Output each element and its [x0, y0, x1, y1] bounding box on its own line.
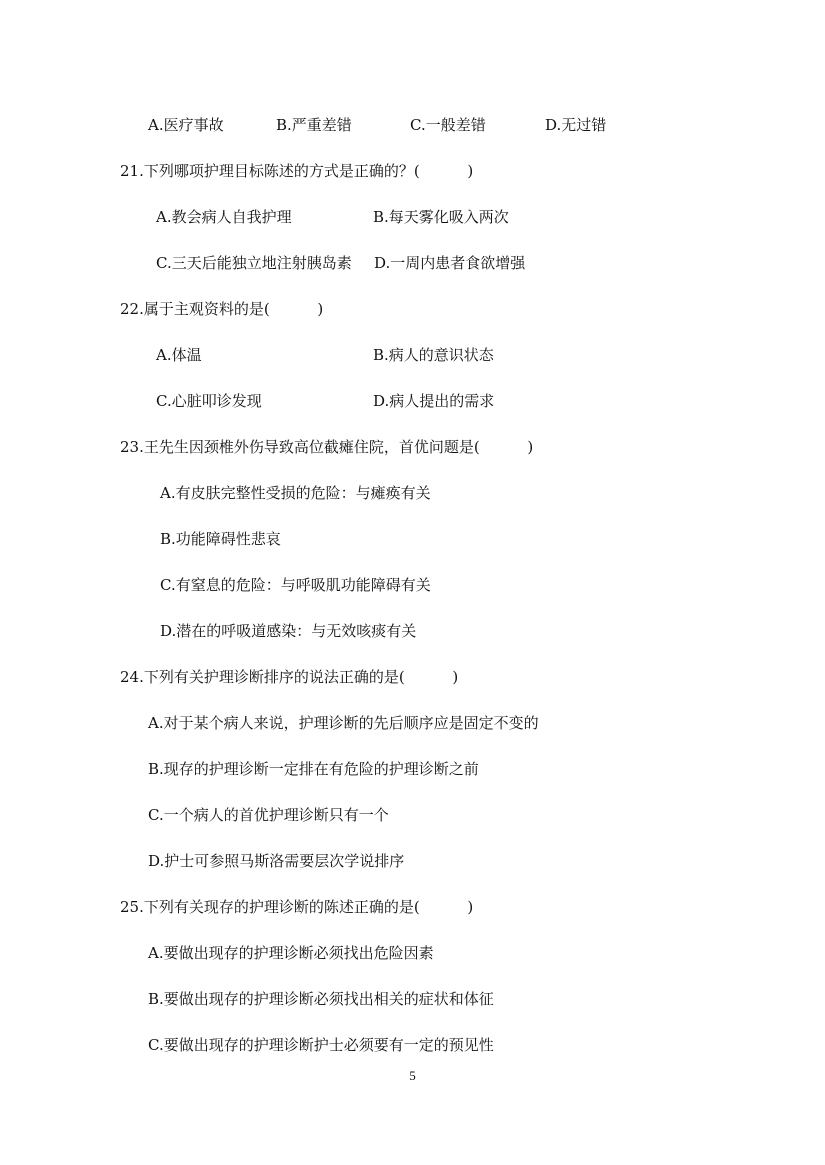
q25-option-b: B.要做出现存的护理诊断必须找出相关的症状和体征 [148, 990, 494, 1008]
q22-option-d: D.病人提出的需求 [373, 392, 495, 410]
q20-option-a: A.医疗事故 [148, 116, 224, 134]
q22-option-c: C.心脏叩诊发现 [156, 392, 262, 410]
q20-option-c: C.一般差错 [410, 116, 486, 134]
q23-option-c: C.有窒息的危险：与呼吸肌功能障碍有关 [160, 576, 431, 594]
q20-option-b: B.严重差错 [276, 116, 352, 134]
q22-stem: 22.属于主观资料的是( ) [120, 300, 324, 318]
q25-stem: 25.下列有关现存的护理诊断的陈述正确的是( ) [120, 898, 474, 916]
q21-stem: 21.下列哪项护理目标陈述的方式是正确的？( ) [120, 162, 474, 180]
q21-option-c: C.三天后能独立地注射胰岛素 [156, 254, 352, 272]
q22-option-b: B.病人的意识状态 [373, 346, 494, 364]
q24-option-d: D.护士可参照马斯洛需要层次学说排序 [148, 852, 405, 870]
page-number: 5 [409, 1068, 416, 1083]
q23-stem: 23.王先生因颈椎外伤导致高位截瘫住院，首优问题是( ) [120, 438, 534, 456]
q20-option-d: D.无过错 [545, 116, 607, 134]
q21-option-a: A.教会病人自我护理 [156, 208, 292, 226]
q25-option-c: C.要做出现存的护理诊断护士必须要有一定的预见性 [148, 1036, 494, 1054]
q24-option-b: B.现存的护理诊断一定排在有危险的护理诊断之前 [148, 760, 479, 778]
q25-option-a: A.要做出现存的护理诊断必须找出危险因素 [148, 944, 434, 962]
q24-option-a: A.对于某个病人来说，护理诊断的先后顺序应是固定不变的 [148, 714, 539, 732]
q24-option-c: C.一个病人的首优护理诊断只有一个 [148, 806, 389, 824]
q24-stem: 24.下列有关护理诊断排序的说法正确的是( ) [120, 668, 459, 686]
q23-option-d: D.潜在的呼吸道感染：与无效咳痰有关 [160, 622, 417, 640]
q22-option-a: A.体温 [156, 346, 202, 364]
q21-option-d: D.一周内患者食欲增强 [374, 254, 526, 272]
q23-option-b: B.功能障碍性悲哀 [160, 530, 281, 548]
q21-option-b: B.每天雾化吸入两次 [373, 208, 509, 226]
q23-option-a: A.有皮肤完整性受损的危险：与瘫痪有关 [160, 484, 431, 502]
